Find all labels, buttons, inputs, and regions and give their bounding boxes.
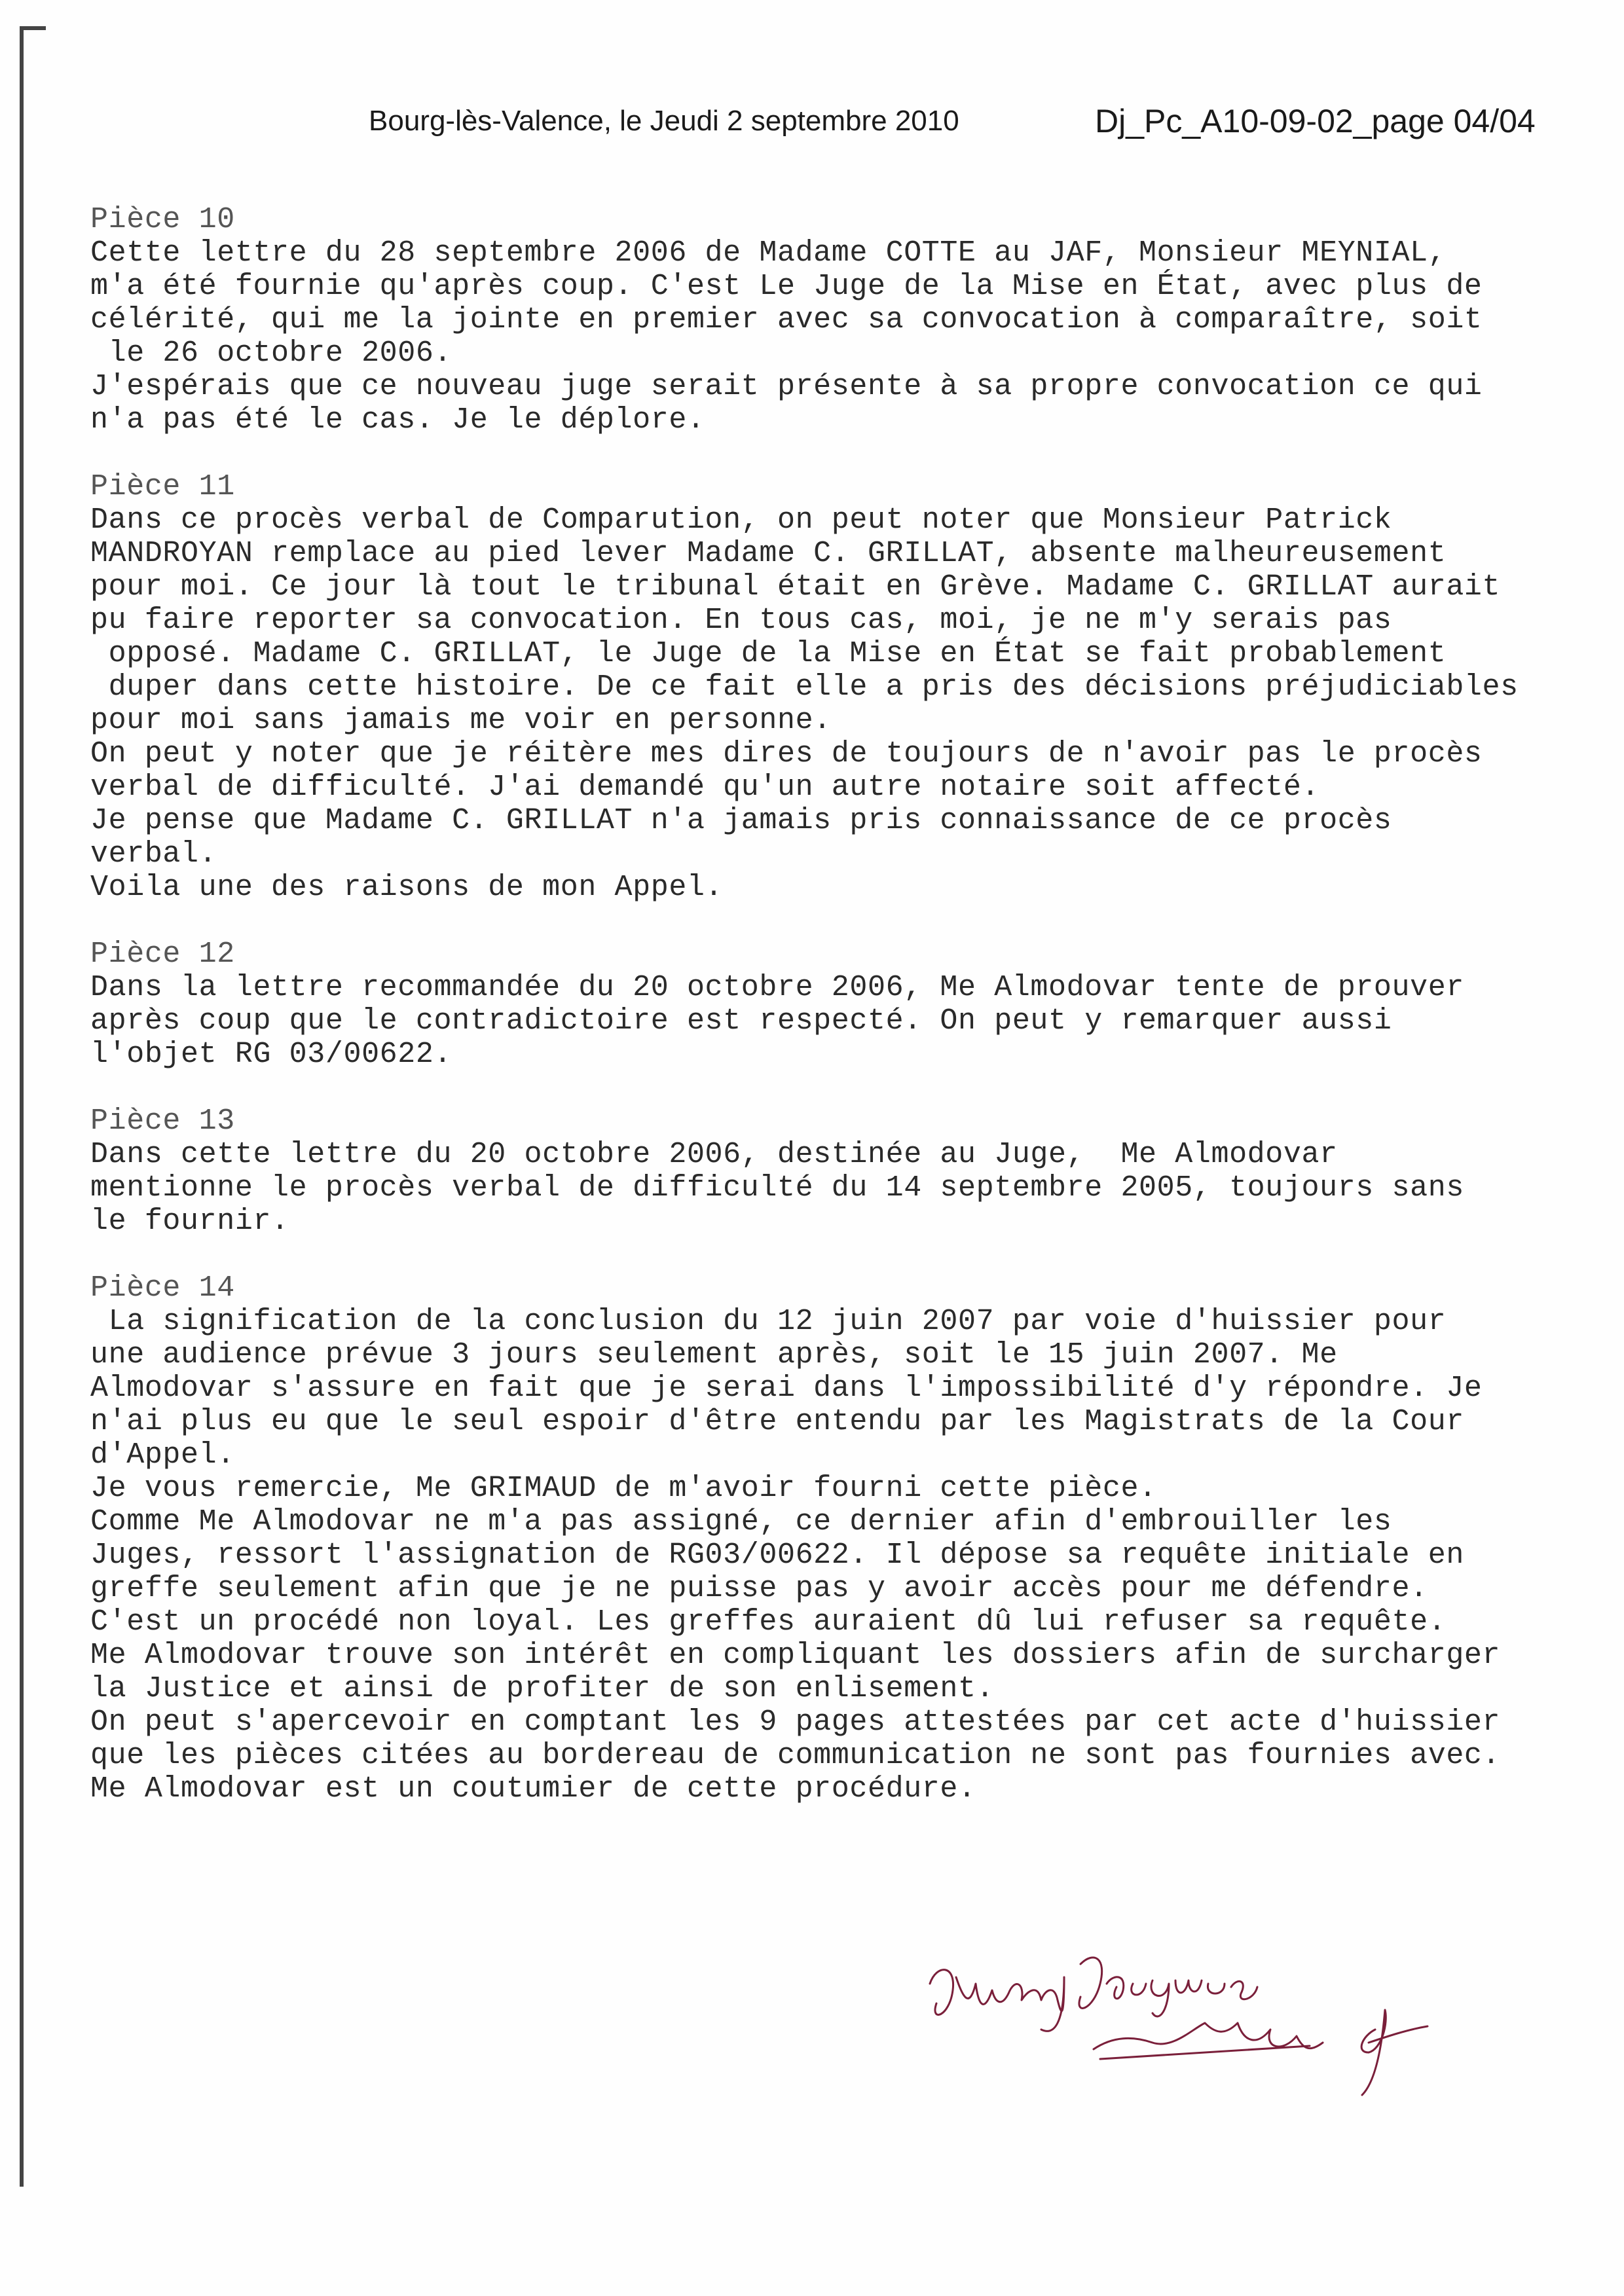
text-line: MANDROYAN remplace au pied lever Madame C. GRILLAT, absente malheureusement [90,537,1447,570]
text-line: Je pense que Madame C. GRILLAT n'a jamais pris connaissance de ce procès [90,804,1392,837]
text-line: que les pièces citées au bordereau de communication ne sont pas fournies avec. [90,1739,1501,1772]
text-line: Cette lettre du 28 septembre 2006 de Madame COTTE au JAF, Monsieur MEYNIAL, [90,236,1447,270]
piece-section [90,470,1570,904]
text-line: On peut s'apercevoir en comptant les 9 pages attestées par cet acte d'huissier [90,1705,1501,1739]
text-line: C'est un procédé non loyal. Les greffes auraient dû lui refuser sa requête. [90,1605,1447,1639]
text-line: Me Almodovar est un coutumier de cette procédure. [90,1772,976,1806]
margin-corner-tick [20,26,46,30]
piece-title: Pièce 11 [90,470,235,503]
text-line: pu faire reporter sa convocation. En tous cas, moi, je ne m'y serais pas [90,604,1392,637]
piece-title: Pièce 13 [90,1104,235,1138]
place-and-date: Bourg-lès-Valence, le Jeudi 2 septembre 2010 [369,105,959,137]
text-line: Voila une des raisons de mon Appel. [90,871,724,904]
text-line: Me Almodovar trouve son intérêt en compliquant les dossiers afin de surcharger [90,1639,1501,1672]
text-line: pour moi. Ce jour là tout le tribunal était en Grève. Madame C. GRILLAT aurait [90,570,1501,604]
piece-section [90,1271,1570,1806]
text-line: verbal de difficulté. J'ai demandé qu'un autre notaire soit affecté. [90,771,1320,804]
text-line: le 26 octobre 2006. [90,337,452,370]
text-line: verbal. [90,837,217,871]
text-line: Dans ce procès verbal de Comparution, on peut noter que Monsieur Patrick [90,503,1392,537]
text-line: duper dans cette histoire. De ce fait elle a pris des décisions préjudiciables [90,670,1519,704]
document-reference: Dj_Pc_A10-09-02_page 04/04 [1095,103,1536,139]
document-body [90,203,1570,1839]
piece-title: Pièce 12 [90,938,235,971]
text-line: opposé. Madame C. GRILLAT, le Juge de la Mise en État se fait probablement [90,637,1447,670]
piece-section [90,1104,1570,1238]
text-line: Almodovar s'assure en fait que je serai dans l'impossibilité d'y répondre. Je [90,1372,1483,1405]
text-line: la Justice et ainsi de profiter de son enlisement. [90,1672,995,1705]
text-line: d'Appel. [90,1438,235,1472]
text-line: Je vous remercie, Me GRIMAUD de m'avoir fourni cette pièce. [90,1472,1157,1505]
piece-title: Pièce 14 [90,1271,235,1305]
text-line: Juges, ressort l'assignation de RG03/00622. Il dépose sa requête initiale en [90,1539,1464,1572]
text-line: l'objet RG 03/00622. [90,1038,452,1071]
text-line: J'espérais que ce nouveau juge serait présente à sa propre convocation ce qui [90,370,1483,403]
text-line: n'a pas été le cas. Je le déplore. [90,403,705,437]
text-line: le fournir. [90,1205,289,1238]
text-line: On peut y noter que je réitère mes dires de toujours de n'avoir pas le procès [90,737,1483,771]
text-line: une audience prévue 3 jours seulement après, soit le 15 juin 2007. Me [90,1338,1338,1372]
text-line: n'ai plus eu que le seul espoir d'être entendu par les Magistrats de la Cour [90,1405,1464,1438]
piece-section [90,938,1570,1071]
piece-title: Pièce 10 [90,203,235,236]
text-line: Dans la lettre recommandée du 20 octobre 2006, Me Almodovar tente de prouver [90,971,1464,1004]
text-line: pour moi sans jamais me voir en personne. [90,704,832,737]
text-line: greffe seulement afin que je ne puisse pas y avoir accès pour me défendre. [90,1572,1428,1605]
handwritten-signature [917,1938,1441,2108]
text-line: mentionne le procès verbal de difficulté du 14 septembre 2005, toujours sans [90,1171,1464,1205]
piece-section [90,203,1570,437]
left-margin-rule [20,26,24,2187]
text-line: célérité, qui me la jointe en premier avec sa convocation à comparaître, soit [90,303,1483,337]
text-line: Comme Me Almodovar ne m'a pas assigné, ce dernier afin d'embrouiller les [90,1505,1392,1539]
text-line: m'a été fournie qu'après coup. C'est Le Juge de la Mise en État, avec plus de [90,270,1483,303]
text-line: après coup que le contradictoire est respecté. On peut y remarquer aussi [90,1004,1392,1038]
text-line: Dans cette lettre du 20 octobre 2006, destinée au Juge, Me Almodovar [90,1138,1338,1171]
text-line: La signification de la conclusion du 12 juin 2007 par voie d'huissier pour [90,1305,1447,1338]
